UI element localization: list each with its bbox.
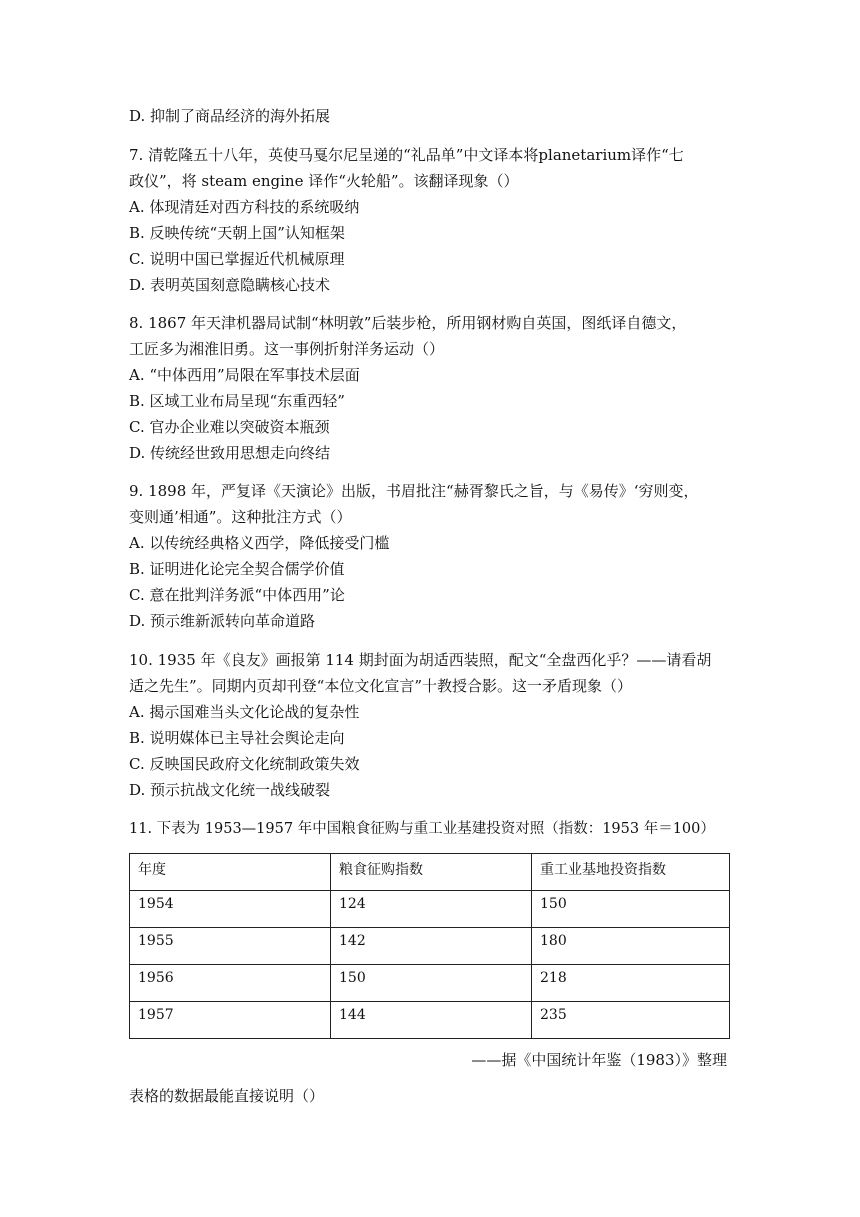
question-7-option-d: D. 表明英国刻意隐瞒核心技术 [129,276,331,294]
data-table [129,853,730,1039]
question-9-stem-line-2: 变则通’相通”。这种批注方式（） [129,508,352,526]
question-10-option-a: A. 揭示国难当头文化论战的复杂性 [129,703,360,721]
question-10-option-c: C. 反映国民政府文化统制政策失效 [129,755,360,773]
question-10-stem-line-1: 10. 1935 年《良友》画报第 114 期封面为胡适西装照，配文“全盘西化乎？——请看胡 [129,651,712,669]
question-7-stem-line-1: 7. 清乾隆五十八年，英使马戛尔尼呈递的“礼品单”中文译本将planetarium译作“七 [129,146,684,164]
table-row [130,928,730,965]
question-8-option-a: A. “中体西用”局限在军事技术层面 [129,366,360,384]
question-9-option-a: A. 以传统经典格义西学，降低接受门槛 [129,534,390,552]
question-7-stem-line-2: 政仪”，将 steam engine 译作“火轮船”。该翻译现象（） [129,172,519,190]
question-10-option-d: D. 预示抗战文化统一战线破裂 [129,781,331,799]
table-cell: 1954 [130,891,331,928]
question-8-stem-line-2: 工匠多为湘淮旧勇。这一事例折射洋务运动（） [129,340,445,358]
table-cell: 180 [532,928,730,965]
table-cell: 124 [331,891,532,928]
question-9-option-d: D. 预示维新派转向革命道路 [129,612,316,630]
question-8-option-b: B. 区域工业布局呈现“东重西轻” [129,392,345,410]
question-10-stem-line-2: 适之先生”。同期内页却刊登“本位文化宣言”十教授合影。这一矛盾现象（） [129,677,633,695]
table-source-note: ——据《中国统计年鉴（1983）》整理 [471,1051,727,1069]
table-cell: 142 [331,928,532,965]
table-header-cell: 重工业基地投资指数 [532,854,730,891]
table-cell: 1956 [130,965,331,1002]
question-11-stem: 11. 下表为 1953—1957 年中国粮食征购与重工业基建投资对照（指数：1953 年＝100） [129,821,715,837]
question-7-option-a: A. 体现清廷对西方科技的系统吸纳 [129,198,360,216]
table-cell: 218 [532,965,730,1002]
question-8-option-d: D. 传统经世致用思想走向终结 [129,444,331,462]
table-header-cell: 年度 [130,854,331,891]
question-8-option-c: C. 官办企业难以突破资本瓶颈 [129,418,330,436]
question-7-option-c: C. 说明中国已掌握近代机械原理 [129,250,345,268]
prev-question-option-d: D. 抑制了商品经济的海外拓展 [129,107,331,125]
question-8-stem-line-1: 8. 1867 年天津机器局试制“林明敦”后装步枪，所用钢材购自英国，图纸译自德文， [129,314,687,332]
question-9-stem-line-1: 9. 1898 年，严复译《天演论》出版，书眉批注“赫胥黎氏之旨，与《易传》‘穷则变， [129,482,699,500]
table-cell: 144 [331,1002,532,1039]
question-10-option-b: B. 说明媒体已主导社会舆论走向 [129,729,345,747]
question-7-option-b: B. 反映传统“天朝上国”认知框架 [129,224,345,242]
table-header-cell: 粮食征购指数 [331,854,532,891]
question-11-prompt: 表格的数据最能直接说明（） [129,1087,325,1105]
table-cell: 235 [532,1002,730,1039]
table-header-row [130,854,730,891]
table-row [130,1002,730,1039]
table-row [130,965,730,1002]
table-row [130,891,730,928]
table-cell: 1957 [130,1002,331,1039]
question-9-option-b: B. 证明进化论完全契合儒学价值 [129,560,345,578]
question-9-option-c: C. 意在批判洋务派“中体西用”论 [129,586,345,604]
table-cell: 150 [532,891,730,928]
table-cell: 1955 [130,928,331,965]
table-cell: 150 [331,965,532,1002]
